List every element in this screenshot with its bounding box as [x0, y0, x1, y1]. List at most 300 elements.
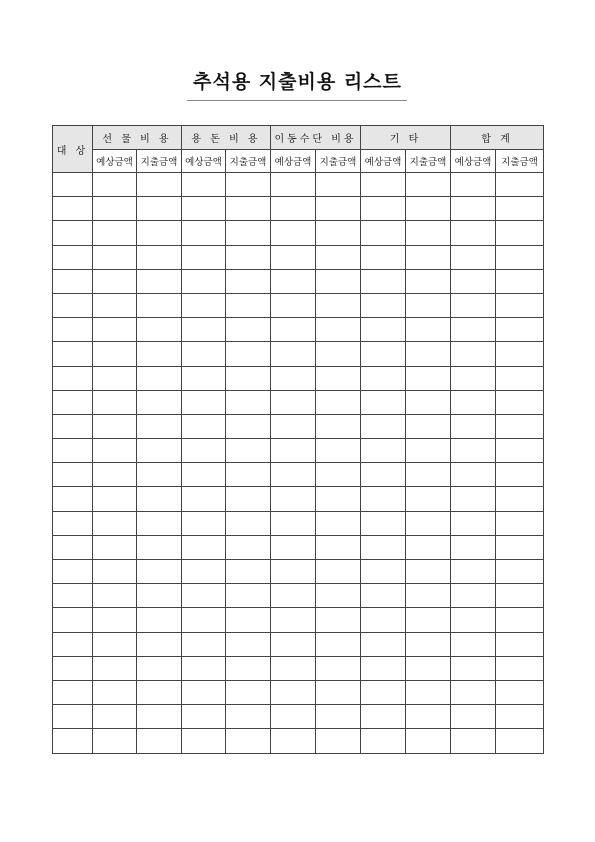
amount-cell[interactable] — [182, 729, 226, 753]
amount-cell[interactable] — [496, 608, 544, 632]
amount-cell[interactable] — [496, 487, 544, 511]
amount-cell[interactable] — [361, 535, 406, 559]
amount-cell[interactable] — [496, 414, 544, 438]
amount-cell[interactable] — [496, 293, 544, 317]
amount-cell[interactable] — [451, 584, 496, 608]
amount-cell[interactable] — [93, 439, 137, 463]
amount-cell[interactable] — [496, 366, 544, 390]
amount-cell[interactable] — [271, 584, 316, 608]
subheader-expected: 예상금액 — [271, 150, 316, 173]
amount-cell[interactable] — [182, 705, 226, 729]
amount-cell[interactable] — [496, 656, 544, 680]
table-row — [53, 535, 544, 559]
table-row — [53, 439, 544, 463]
amount-cell[interactable] — [226, 463, 271, 487]
amount-cell[interactable] — [316, 439, 361, 463]
amount-cell[interactable] — [361, 293, 406, 317]
amount-cell[interactable] — [226, 511, 271, 535]
amount-cell[interactable] — [271, 680, 316, 704]
table-row — [53, 221, 544, 245]
table-row — [53, 197, 544, 221]
amount-cell[interactable] — [93, 560, 137, 584]
amount-cell[interactable] — [137, 390, 182, 414]
amount-cell[interactable] — [496, 584, 544, 608]
target-cell[interactable] — [53, 342, 93, 366]
amount-cell[interactable] — [451, 221, 496, 245]
amount-cell[interactable] — [496, 269, 544, 293]
amount-cell[interactable] — [496, 560, 544, 584]
amount-cell[interactable] — [496, 511, 544, 535]
amount-cell[interactable] — [361, 269, 406, 293]
amount-cell[interactable] — [137, 173, 182, 197]
amount-cell[interactable] — [406, 535, 451, 559]
amount-cell[interactable] — [182, 366, 226, 390]
table-row — [53, 245, 544, 269]
amount-cell[interactable] — [182, 632, 226, 656]
amount-cell[interactable] — [316, 269, 361, 293]
amount-cell[interactable] — [271, 487, 316, 511]
amount-cell[interactable] — [406, 366, 451, 390]
document-title: 추석용 지출비용 리스트 — [193, 71, 402, 93]
target-cell[interactable] — [53, 414, 93, 438]
amount-cell[interactable] — [496, 705, 544, 729]
amount-cell[interactable] — [361, 390, 406, 414]
amount-cell[interactable] — [496, 463, 544, 487]
amount-cell[interactable] — [406, 680, 451, 704]
amount-cell[interactable] — [271, 221, 316, 245]
amount-cell[interactable] — [361, 318, 406, 342]
amount-cell[interactable] — [182, 439, 226, 463]
amount-cell[interactable] — [451, 197, 496, 221]
amount-cell[interactable] — [451, 656, 496, 680]
target-cell[interactable] — [53, 584, 93, 608]
amount-cell[interactable] — [93, 366, 137, 390]
target-cell[interactable] — [53, 656, 93, 680]
amount-cell[interactable] — [93, 245, 137, 269]
amount-cell[interactable] — [406, 560, 451, 584]
amount-cell[interactable] — [406, 390, 451, 414]
amount-cell[interactable] — [496, 221, 544, 245]
amount-cell[interactable] — [451, 487, 496, 511]
amount-cell[interactable] — [451, 560, 496, 584]
target-cell[interactable] — [53, 197, 93, 221]
target-cell[interactable] — [53, 705, 93, 729]
amount-cell[interactable] — [182, 414, 226, 438]
amount-cell[interactable] — [137, 342, 182, 366]
amount-cell[interactable] — [93, 197, 137, 221]
amount-cell[interactable] — [137, 705, 182, 729]
amount-cell[interactable] — [271, 511, 316, 535]
amount-cell[interactable] — [316, 511, 361, 535]
target-cell[interactable] — [53, 680, 93, 704]
amount-cell[interactable] — [182, 293, 226, 317]
subheader-expected: 예상금액 — [93, 150, 137, 173]
amount-cell[interactable] — [271, 269, 316, 293]
subheader-spent: 지출금액 — [496, 150, 544, 173]
amount-cell[interactable] — [93, 705, 137, 729]
amount-cell[interactable] — [226, 632, 271, 656]
amount-cell[interactable] — [182, 511, 226, 535]
table-row — [53, 390, 544, 414]
amount-cell[interactable] — [361, 173, 406, 197]
amount-cell[interactable] — [226, 584, 271, 608]
amount-cell[interactable] — [406, 318, 451, 342]
amount-cell[interactable] — [361, 632, 406, 656]
amount-cell[interactable] — [316, 366, 361, 390]
amount-cell[interactable] — [496, 632, 544, 656]
amount-cell[interactable] — [271, 705, 316, 729]
amount-cell[interactable] — [406, 463, 451, 487]
amount-cell[interactable] — [451, 414, 496, 438]
amount-cell[interactable] — [226, 173, 271, 197]
amount-cell[interactable] — [93, 414, 137, 438]
amount-cell[interactable] — [182, 560, 226, 584]
amount-cell[interactable] — [226, 656, 271, 680]
amount-cell[interactable] — [93, 511, 137, 535]
expense-table — [52, 125, 544, 754]
target-cell[interactable] — [53, 390, 93, 414]
amount-cell[interactable] — [226, 487, 271, 511]
amount-cell[interactable] — [451, 608, 496, 632]
amount-cell[interactable] — [361, 680, 406, 704]
amount-cell[interactable] — [316, 535, 361, 559]
amount-cell[interactable] — [271, 366, 316, 390]
amount-cell[interactable] — [137, 487, 182, 511]
amount-cell[interactable] — [316, 414, 361, 438]
table-row — [53, 414, 544, 438]
amount-cell[interactable] — [406, 656, 451, 680]
amount-cell[interactable] — [137, 221, 182, 245]
amount-cell[interactable] — [316, 487, 361, 511]
amount-cell[interactable] — [406, 414, 451, 438]
amount-cell[interactable] — [226, 342, 271, 366]
subheader-spent: 지출금액 — [406, 150, 451, 173]
amount-cell[interactable] — [182, 390, 226, 414]
amount-cell[interactable] — [271, 463, 316, 487]
amount-cell[interactable] — [361, 245, 406, 269]
amount-cell[interactable] — [182, 342, 226, 366]
amount-cell[interactable] — [93, 318, 137, 342]
amount-cell[interactable] — [226, 318, 271, 342]
amount-cell[interactable] — [496, 173, 544, 197]
amount-cell[interactable] — [361, 439, 406, 463]
amount-cell[interactable] — [406, 632, 451, 656]
amount-cell[interactable] — [271, 632, 316, 656]
amount-cell[interactable] — [226, 705, 271, 729]
table-row — [53, 656, 544, 680]
amount-cell[interactable] — [271, 535, 316, 559]
amount-cell[interactable] — [316, 680, 361, 704]
amount-cell[interactable] — [451, 511, 496, 535]
amount-cell[interactable] — [271, 293, 316, 317]
amount-cell[interactable] — [451, 366, 496, 390]
table-row — [53, 342, 544, 366]
amount-cell[interactable] — [137, 511, 182, 535]
target-cell[interactable] — [53, 221, 93, 245]
table-row — [53, 560, 544, 584]
amount-cell[interactable] — [137, 318, 182, 342]
amount-cell[interactable] — [496, 342, 544, 366]
amount-cell[interactable] — [451, 293, 496, 317]
amount-cell[interactable] — [451, 535, 496, 559]
amount-cell[interactable] — [271, 173, 316, 197]
amount-cell[interactable] — [226, 366, 271, 390]
amount-cell[interactable] — [316, 245, 361, 269]
amount-cell[interactable] — [451, 463, 496, 487]
amount-cell[interactable] — [406, 173, 451, 197]
amount-cell[interactable] — [361, 342, 406, 366]
target-cell[interactable] — [53, 560, 93, 584]
amount-cell[interactable] — [496, 318, 544, 342]
amount-cell[interactable] — [316, 729, 361, 753]
amount-cell[interactable] — [226, 535, 271, 559]
amount-cell[interactable] — [361, 463, 406, 487]
amount-cell[interactable] — [271, 656, 316, 680]
amount-cell[interactable] — [406, 439, 451, 463]
amount-cell[interactable] — [137, 293, 182, 317]
amount-cell[interactable] — [361, 414, 406, 438]
group-header-gift: 선 물 비 용 — [93, 126, 182, 150]
amount-cell[interactable] — [137, 560, 182, 584]
target-cell[interactable] — [53, 366, 93, 390]
amount-cell[interactable] — [361, 221, 406, 245]
amount-cell[interactable] — [137, 463, 182, 487]
amount-cell[interactable] — [406, 487, 451, 511]
subheader-expected: 예상금액 — [361, 150, 406, 173]
amount-cell[interactable] — [361, 729, 406, 753]
amount-cell[interactable] — [93, 342, 137, 366]
table-row — [53, 366, 544, 390]
target-cell[interactable] — [53, 729, 93, 753]
table-row — [53, 318, 544, 342]
amount-cell[interactable] — [271, 342, 316, 366]
amount-cell[interactable] — [316, 342, 361, 366]
amount-cell[interactable] — [182, 535, 226, 559]
target-cell[interactable] — [53, 511, 93, 535]
target-cell[interactable] — [53, 439, 93, 463]
amount-cell[interactable] — [271, 560, 316, 584]
subheader-spent: 지출금액 — [316, 150, 361, 173]
amount-cell[interactable] — [226, 221, 271, 245]
amount-cell[interactable] — [271, 439, 316, 463]
target-cell[interactable] — [53, 269, 93, 293]
amount-cell[interactable] — [361, 366, 406, 390]
amount-cell[interactable] — [361, 584, 406, 608]
amount-cell[interactable] — [316, 197, 361, 221]
amount-cell[interactable] — [226, 197, 271, 221]
amount-cell[interactable] — [137, 656, 182, 680]
target-cell[interactable] — [53, 535, 93, 559]
amount-cell[interactable] — [182, 487, 226, 511]
amount-cell[interactable] — [93, 293, 137, 317]
amount-cell[interactable] — [451, 680, 496, 704]
amount-cell[interactable] — [271, 245, 316, 269]
amount-cell[interactable] — [451, 318, 496, 342]
amount-cell[interactable] — [182, 608, 226, 632]
amount-cell[interactable] — [93, 535, 137, 559]
amount-cell[interactable] — [406, 729, 451, 753]
amount-cell[interactable] — [451, 390, 496, 414]
amount-cell[interactable] — [451, 245, 496, 269]
amount-cell[interactable] — [316, 560, 361, 584]
amount-cell[interactable] — [182, 463, 226, 487]
amount-cell[interactable] — [496, 245, 544, 269]
amount-cell[interactable] — [226, 245, 271, 269]
amount-cell[interactable] — [182, 318, 226, 342]
amount-cell[interactable] — [496, 390, 544, 414]
subheader-spent: 지출금액 — [226, 150, 271, 173]
amount-cell[interactable] — [93, 584, 137, 608]
amount-cell[interactable] — [137, 439, 182, 463]
amount-cell[interactable] — [93, 729, 137, 753]
group-header-allowance: 용 돈 비 용 — [182, 126, 271, 150]
amount-cell[interactable] — [406, 342, 451, 366]
amount-cell[interactable] — [271, 318, 316, 342]
amount-cell[interactable] — [93, 463, 137, 487]
amount-cell[interactable] — [93, 632, 137, 656]
amount-cell[interactable] — [182, 221, 226, 245]
subheader-expected: 예상금액 — [451, 150, 496, 173]
amount-cell[interactable] — [271, 608, 316, 632]
amount-cell[interactable] — [137, 269, 182, 293]
amount-cell[interactable] — [406, 584, 451, 608]
amount-cell[interactable] — [137, 729, 182, 753]
target-cell[interactable] — [53, 463, 93, 487]
amount-cell[interactable] — [451, 729, 496, 753]
amount-cell[interactable] — [451, 439, 496, 463]
amount-cell[interactable] — [182, 197, 226, 221]
amount-cell[interactable] — [406, 705, 451, 729]
amount-cell[interactable] — [451, 632, 496, 656]
amount-cell[interactable] — [271, 390, 316, 414]
amount-cell[interactable] — [137, 366, 182, 390]
amount-cell[interactable] — [316, 608, 361, 632]
amount-cell[interactable] — [451, 705, 496, 729]
amount-cell[interactable] — [316, 584, 361, 608]
amount-cell[interactable] — [361, 487, 406, 511]
amount-cell[interactable] — [316, 705, 361, 729]
amount-cell[interactable] — [316, 632, 361, 656]
amount-cell[interactable] — [361, 705, 406, 729]
amount-cell[interactable] — [182, 680, 226, 704]
amount-cell[interactable] — [271, 197, 316, 221]
amount-cell[interactable] — [137, 245, 182, 269]
amount-cell[interactable] — [93, 656, 137, 680]
amount-cell[interactable] — [316, 221, 361, 245]
table-row — [53, 293, 544, 317]
amount-cell[interactable] — [226, 390, 271, 414]
target-cell[interactable] — [53, 293, 93, 317]
target-cell[interactable] — [53, 632, 93, 656]
amount-cell[interactable] — [316, 463, 361, 487]
amount-cell[interactable] — [182, 269, 226, 293]
target-cell[interactable] — [53, 487, 93, 511]
amount-cell[interactable] — [137, 414, 182, 438]
amount-cell[interactable] — [496, 680, 544, 704]
amount-cell[interactable] — [137, 680, 182, 704]
table-row — [53, 269, 544, 293]
table-row — [53, 705, 544, 729]
target-cell[interactable] — [53, 245, 93, 269]
target-cell[interactable] — [53, 608, 93, 632]
amount-cell[interactable] — [226, 439, 271, 463]
amount-cell[interactable] — [361, 560, 406, 584]
amount-cell[interactable] — [93, 487, 137, 511]
amount-cell[interactable] — [361, 197, 406, 221]
amount-cell[interactable] — [451, 173, 496, 197]
amount-cell[interactable] — [361, 608, 406, 632]
amount-cell[interactable] — [271, 729, 316, 753]
amount-cell[interactable] — [137, 584, 182, 608]
amount-cell[interactable] — [451, 269, 496, 293]
amount-cell[interactable] — [496, 729, 544, 753]
amount-cell[interactable] — [496, 535, 544, 559]
amount-cell[interactable] — [496, 439, 544, 463]
amount-cell[interactable] — [226, 608, 271, 632]
amount-cell[interactable] — [226, 560, 271, 584]
amount-cell[interactable] — [137, 535, 182, 559]
amount-cell[interactable] — [316, 390, 361, 414]
amount-cell[interactable] — [226, 680, 271, 704]
amount-cell[interactable] — [316, 293, 361, 317]
amount-cell[interactable] — [182, 656, 226, 680]
amount-cell[interactable] — [93, 269, 137, 293]
table-row — [53, 487, 544, 511]
amount-cell[interactable] — [182, 173, 226, 197]
target-cell[interactable] — [53, 173, 93, 197]
amount-cell[interactable] — [137, 197, 182, 221]
amount-cell[interactable] — [93, 680, 137, 704]
amount-cell[interactable] — [406, 293, 451, 317]
table-row — [53, 173, 544, 197]
amount-cell[interactable] — [406, 245, 451, 269]
amount-cell[interactable] — [316, 173, 361, 197]
amount-cell[interactable] — [361, 511, 406, 535]
amount-cell[interactable] — [93, 173, 137, 197]
amount-cell[interactable] — [316, 318, 361, 342]
amount-cell[interactable] — [226, 729, 271, 753]
amount-cell[interactable] — [406, 197, 451, 221]
group-header-total: 합 계 — [451, 126, 544, 150]
amount-cell[interactable] — [271, 414, 316, 438]
group-header-row — [53, 126, 544, 150]
amount-cell[interactable] — [316, 656, 361, 680]
amount-cell[interactable] — [451, 342, 496, 366]
amount-cell[interactable] — [137, 632, 182, 656]
amount-cell[interactable] — [93, 608, 137, 632]
amount-cell[interactable] — [406, 269, 451, 293]
amount-cell[interactable] — [361, 656, 406, 680]
amount-cell[interactable] — [226, 293, 271, 317]
amount-cell[interactable] — [226, 269, 271, 293]
amount-cell[interactable] — [406, 608, 451, 632]
amount-cell[interactable] — [182, 245, 226, 269]
subheader-expected: 예상금액 — [182, 150, 226, 173]
amount-cell[interactable] — [93, 221, 137, 245]
amount-cell[interactable] — [137, 608, 182, 632]
amount-cell[interactable] — [406, 511, 451, 535]
target-cell[interactable] — [53, 318, 93, 342]
title-underline — [187, 100, 407, 101]
amount-cell[interactable] — [93, 390, 137, 414]
amount-cell[interactable] — [496, 197, 544, 221]
amount-cell[interactable] — [406, 221, 451, 245]
amount-cell[interactable] — [226, 414, 271, 438]
group-header-transport: 이동수단 비용 — [271, 126, 361, 150]
table-row — [53, 584, 544, 608]
amount-cell[interactable] — [182, 584, 226, 608]
subheader-row — [53, 150, 544, 173]
